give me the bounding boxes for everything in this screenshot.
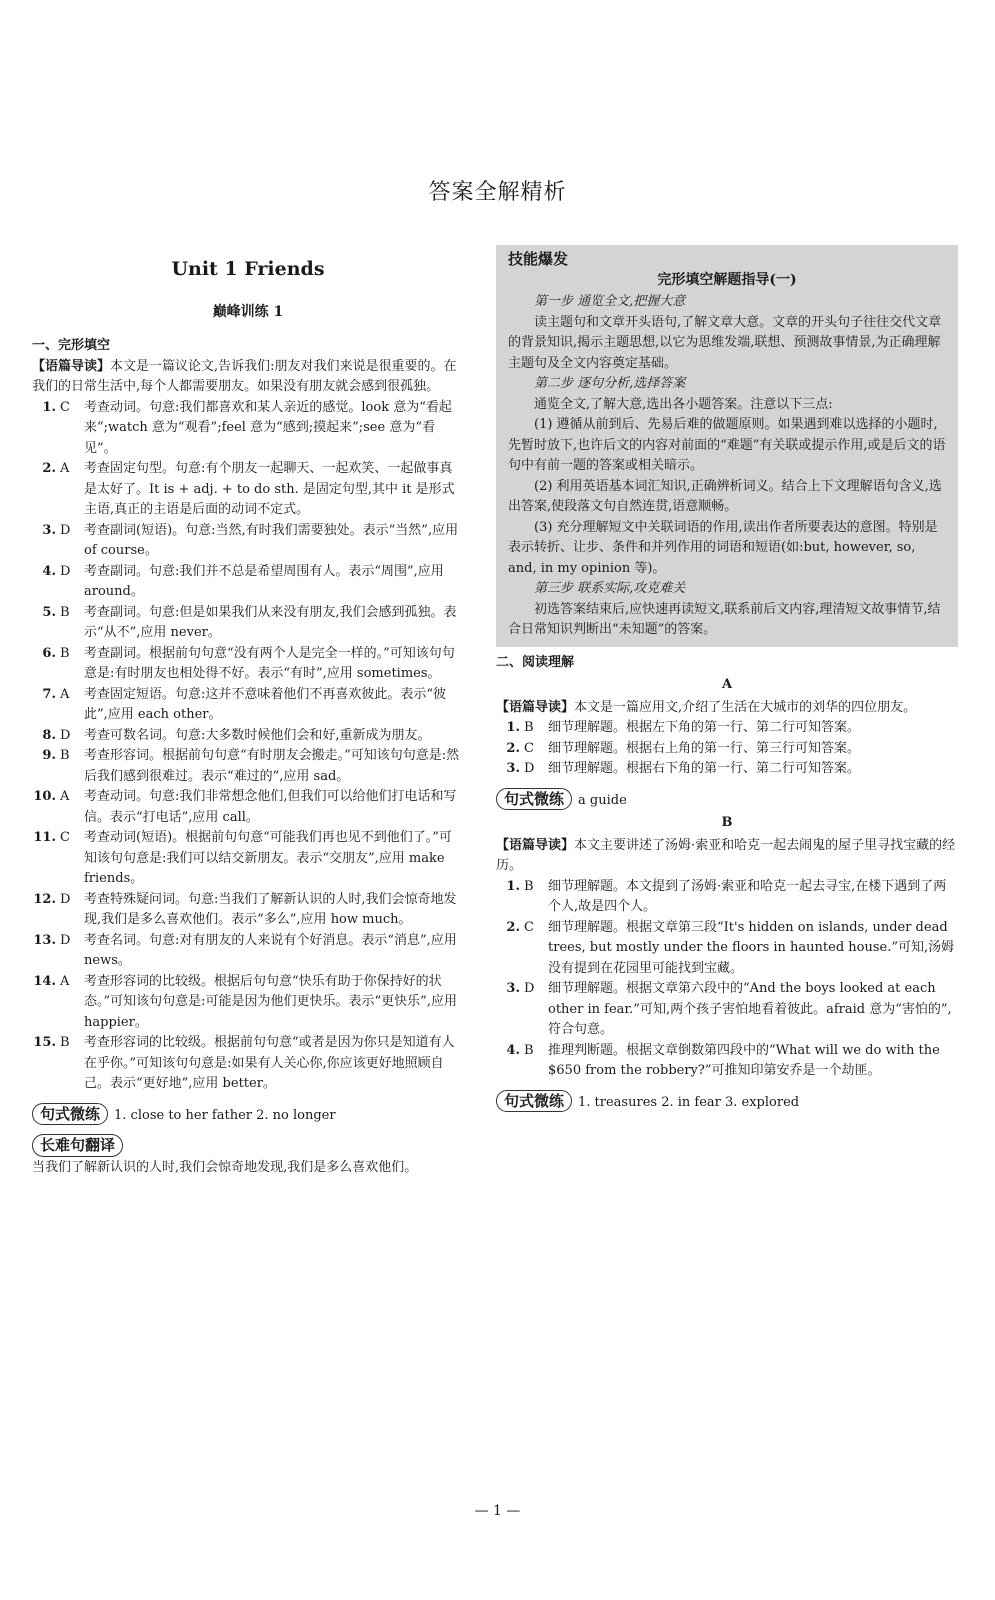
- sub-title: 巅峰训练 1: [212, 303, 284, 320]
- answer-key: C: [60, 399, 70, 415]
- step-3: 第三步 联系实际,攻克难关: [534, 581, 686, 596]
- answer-number: 7.: [42, 686, 56, 702]
- answer-item: [32, 1033, 464, 1095]
- answer-number: 2.: [506, 919, 520, 935]
- answer-item: [32, 644, 464, 685]
- right-column: [496, 245, 958, 1113]
- answer-number: 1.: [506, 720, 520, 735]
- answer-item: [496, 1041, 958, 1082]
- answer-number: 8.: [42, 727, 56, 743]
- answer-explanation: 考查固定短语。句意:这并不意味着他们不再喜欢彼此。表示“彼此”,应用 each other。: [84, 686, 447, 722]
- answer-item: [32, 787, 464, 828]
- answer-key: B: [524, 720, 534, 735]
- answer-key: B: [60, 604, 70, 620]
- point-1: (1) 遵循从前到后、先易后难的做题原则。如果遇到难以选择的小题时,先暂时放下,也许后文的内容对前面的“难题”有关联或提示作用,或是后文的语句中有前一题的答案或相关暗示。: [508, 417, 946, 473]
- step-2: 第二步 逐句分析,选择答案: [534, 376, 686, 391]
- answer-explanation: 考查动词(短语)。根据前句句意“可能我们再也见不到他们了。”可知该句句意是:我们可以结交新朋友。表示“交朋友”,应用 make friends。: [84, 830, 452, 886]
- answer-explanation: 细节理解题。根据文章第三段“It's hidden on islands, under dead trees, but mostly under the floors in haunted house.”可知,汤姆没有提到在花园里可能找到宝藏。: [548, 919, 955, 976]
- left-column: [32, 245, 464, 1178]
- answer-item: [32, 521, 464, 562]
- answer-key: D: [60, 563, 71, 579]
- answer-number: 9.: [42, 748, 56, 763]
- answer-key: C: [524, 919, 534, 935]
- answer-key: C: [60, 830, 70, 845]
- reading-guide-a: [496, 698, 958, 719]
- answer-number: 2.: [42, 461, 56, 476]
- answer-key: B: [524, 1042, 534, 1058]
- answer-number: 5.: [42, 604, 56, 620]
- guide-text: 本文是一篇议论文,告诉我们:朋友对我们来说是很重要的。在我们的日常生活中,每个人都需要朋友。如果没有朋友就会感到很孤独。: [32, 358, 457, 394]
- answer-item: [32, 828, 464, 890]
- drill-text: 1. close to her father 2. no longer: [114, 1107, 336, 1123]
- point-2: (2) 利用英语基本词汇知识,正确辨析词义。结合上下文理解语句含义,选出答案,使段落文句自然连贯,语意顺畅。: [508, 478, 942, 514]
- answer-number: 1.: [506, 878, 520, 894]
- step-1-text: 读主题句和文章开头语句,了解文章大意。文章的开头句子往往交代文章的背景知识,揭示主题思想,以它为思维发端,联想、预测故事情景,为正确理解主题句及全文内容奠定基础。: [508, 314, 942, 371]
- translate-text: 当我们了解新认识的人时,我们会惊奇地发现,我们是多么喜欢他们。: [32, 1159, 418, 1175]
- answer-key: A: [60, 686, 70, 702]
- drill-badge: 句式微练: [496, 1090, 572, 1113]
- answer-list: [32, 398, 464, 1095]
- drill-text: 1. treasures 2. in fear 3. explored: [578, 1094, 800, 1110]
- answer-key: C: [524, 740, 534, 756]
- answer-number: 4.: [506, 1042, 520, 1058]
- answer-list-b: [496, 877, 958, 1082]
- answer-list-a: [496, 718, 958, 780]
- answer-explanation: 考查可数名词。句意:大多数时候他们会和好,重新成为朋友。: [84, 727, 431, 743]
- answer-key: D: [524, 981, 535, 996]
- answer-explanation: 考查形容词的比较级。根据前句句意“或者是因为你只是知道有人在乎你。”可知该句句意是:如果有人关心你,你应该更好地照顾自己。表示“更好地”,应用 better。: [84, 1035, 455, 1091]
- answer-item: [496, 759, 958, 780]
- answer-explanation: 考查固定句型。句意:有个朋友一起聊天、一起欢笑、一起做事真是太好了。It is + adj. + to do sth. 是固定句型,其中 it 是形式主语,真正的主语是后面的动词不定式。: [84, 461, 455, 517]
- section-heading-cloze: 一、完形填空: [32, 338, 111, 353]
- answer-key: B: [60, 748, 70, 763]
- answer-explanation: 细节理解题。本文提到了汤姆·索亚和哈克一起去寻宝,在楼下遇到了两个人,故是四个人。: [548, 878, 947, 914]
- answer-item: [32, 459, 464, 521]
- answer-number: 3.: [42, 522, 56, 538]
- answer-explanation: 考查形容词的比较级。根据后句句意“快乐有助于你保持好的状态。”可知该句句意是:可能是因为他们更快乐。表示“更快乐”,应用 happier。: [84, 973, 457, 1030]
- answer-explanation: 考查名词。句意:对有朋友的人来说有个好消息。表示“消息”,应用 news。: [84, 932, 457, 968]
- answer-item: [32, 603, 464, 644]
- answer-explanation: 考查副词。根据前句句意“没有两个人是完全一样的。”可知该句句意是:有时朋友也相处得不好。表示“有时”,应用 sometimes。: [84, 645, 455, 681]
- answer-key: B: [524, 878, 534, 894]
- reading-guide: [32, 357, 464, 398]
- step-2-text: 通览全文,了解大意,选出各小题答案。注意以下三点:: [534, 396, 833, 412]
- answer-item: [496, 979, 958, 1041]
- answer-key: D: [60, 522, 71, 538]
- answer-key: B: [60, 1035, 70, 1050]
- answer-explanation: 考查动词。句意:我们都喜欢和某人亲近的感觉。look 意为“看起来”;watch 意为“观看”;feel 意为“感到;摸起来”;see 意为“看见”。: [84, 399, 452, 456]
- page-number: — 1 —: [474, 1503, 521, 1519]
- answer-explanation: 考查副词(短语)。句意:当然,有时我们需要独处。表示“当然”,应用 of course。: [84, 522, 459, 558]
- step-3-text: 初选答案结束后,应快速再读短文,联系前后文内容,理清短文故事情节,结合日常知识判断出“未知题”的答案。: [508, 601, 941, 637]
- answer-explanation: 细节理解题。根据文章第六段中的“And the boys looked at each other in fear.”可知,两个孩子害怕地看着彼此。afraid 意为“害怕的”,符合句意。: [548, 981, 952, 1037]
- guide-text: 本文是一篇应用文,介绍了生活在大城市的刘华的四位朋友。: [574, 699, 917, 715]
- answer-explanation: 考查形容词。根据前句句意“有时朋友会搬走。”可知该句句意是:然后我们感到很难过。表示“难过的”,应用 sad。: [84, 748, 460, 784]
- answer-key: B: [60, 645, 70, 661]
- answer-item: [32, 562, 464, 603]
- answer-number: 1.: [42, 399, 56, 415]
- answer-key: D: [524, 761, 535, 776]
- answer-number: 12.: [33, 891, 56, 907]
- answer-key: A: [60, 973, 70, 989]
- answer-explanation: 考查动词。句意:我们非常想念他们,但我们可以给他们打电话和写信。表示“打电话”,应用 call。: [84, 789, 457, 825]
- drill-text: a guide: [578, 792, 627, 808]
- answer-item: [32, 890, 464, 931]
- answer-key: D: [60, 932, 71, 948]
- step-1: 第一步 通览全文,把握大意: [534, 294, 686, 309]
- guide-text: 本文主要讲述了汤姆·索亚和哈克一起去闹鬼的屋子里寻找宝藏的经历。: [496, 837, 956, 873]
- skill-box: [496, 245, 958, 647]
- page-title: 答案全解精析: [428, 180, 567, 205]
- answer-number: 3.: [506, 761, 520, 776]
- answer-item: [496, 739, 958, 760]
- answer-number: 14.: [33, 973, 56, 989]
- reading-guide-b: [496, 836, 958, 877]
- long-sentence-translation: [32, 1134, 464, 1178]
- answer-explanation: 细节理解题。根据右下角的第一行、第二行可知答案。: [548, 761, 861, 776]
- answer-explanation: 推理判断题。根据文章倒数第四段中的“What will we do with the $650 from the robbery?”可推知印第安乔是一个劫匪。: [548, 1042, 940, 1078]
- part-b-label: B: [721, 815, 733, 830]
- answer-number: 15.: [33, 1035, 56, 1050]
- answer-key: A: [60, 789, 70, 804]
- translate-badge: 长难句翻译: [32, 1134, 123, 1157]
- answer-item: [496, 918, 958, 980]
- skill-heading: 技能爆发: [508, 250, 569, 268]
- answer-number: 13.: [33, 932, 56, 948]
- part-a-label: A: [721, 677, 733, 692]
- answer-explanation: 细节理解题。根据左下角的第一行、第二行可知答案。: [548, 720, 861, 735]
- unit-title: Unit 1 Friends: [171, 258, 325, 280]
- answer-key: A: [60, 461, 70, 476]
- answer-item: [32, 931, 464, 972]
- answer-explanation: 考查副词。句意:我们并不总是希望周围有人。表示“周围”,应用 around。: [84, 563, 444, 599]
- answer-number: 11.: [33, 830, 56, 845]
- point-3: (3) 充分理解短文中关联词语的作用,读出作者所要表达的意图。特别是表示转折、让步、条件和并列作用的词语和短语(如:but, however, so, and, in my opinion 等)。: [508, 519, 938, 576]
- answer-key: D: [60, 727, 71, 743]
- answer-item: [32, 685, 464, 726]
- answer-item: [32, 398, 464, 460]
- answer-number: 4.: [42, 563, 56, 579]
- answer-item: [496, 877, 958, 918]
- answer-explanation: 细节理解题。根据右上角的第一行、第三行可知答案。: [548, 740, 861, 756]
- answer-item: [32, 972, 464, 1034]
- answer-number: 6.: [42, 645, 56, 661]
- answer-item: [496, 718, 958, 739]
- drill-badge: 句式微练: [496, 788, 572, 811]
- guide-tag: 【语篇导读】: [32, 358, 111, 374]
- sentence-drill: [32, 1103, 464, 1127]
- sentence-drill-a: [496, 788, 958, 812]
- drill-badge: 句式微练: [32, 1103, 108, 1126]
- guide-tag: 【语篇导读】: [496, 837, 575, 853]
- answer-key: D: [60, 891, 71, 907]
- sentence-drill-b: [496, 1090, 958, 1114]
- answer-explanation: 考查特殊疑问词。句意:当我们了解新认识的人时,我们会惊奇地发现,我们是多么喜欢他们。表示“多么”,应用 how much。: [84, 891, 457, 927]
- section-heading-reading: 二、阅读理解: [496, 654, 575, 670]
- guide-tag: 【语篇导读】: [496, 699, 575, 715]
- answer-number: 10.: [33, 789, 56, 804]
- answer-item: [32, 726, 464, 747]
- answer-explanation: 考查副词。句意:但是如果我们从来没有朋友,我们会感到孤独。表示“从不”,应用 never。: [84, 604, 457, 640]
- skill-title: 完形填空解题指导(一): [657, 271, 797, 288]
- answer-number: 3.: [506, 981, 520, 996]
- answer-item: [32, 746, 464, 787]
- answer-number: 2.: [506, 740, 520, 756]
